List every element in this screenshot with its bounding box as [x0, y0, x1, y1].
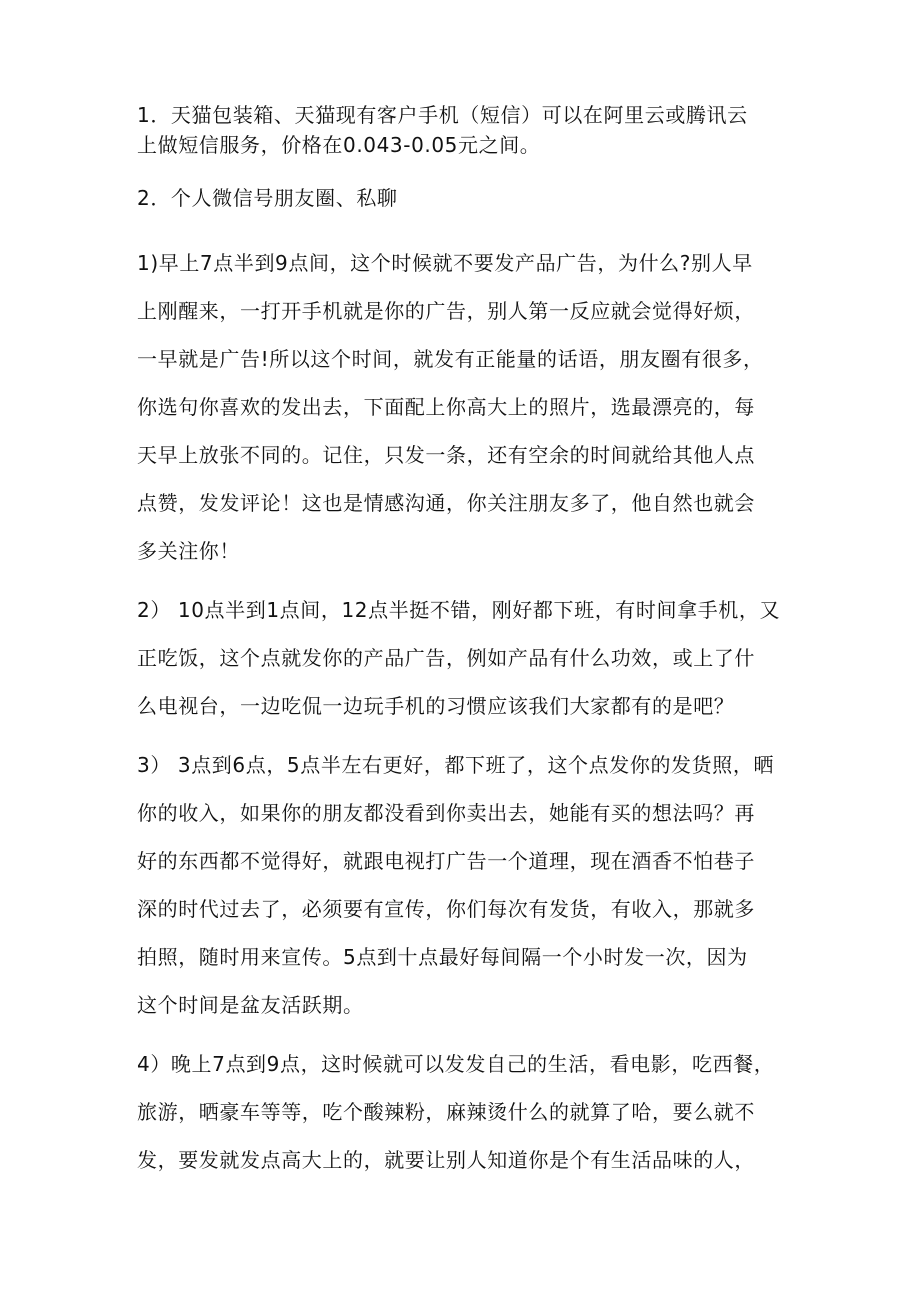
- text-line: 旅游，晒豪车等等，吃个酸辣粉，麻辣烫什么的就算了哈，要么就不: [137, 1100, 755, 1124]
- text-line: 2．个人微信号朋友圈、私聊: [137, 186, 398, 210]
- text-line: 发，要发就发点高大上的，就要让别人知道你是个有生活品味的人，: [137, 1148, 755, 1172]
- text-line: 正吃饭，这个点就发你的产品广告，例如产品有什么功效，或上了什: [137, 646, 755, 670]
- paragraph-wechat-heading: [137, 183, 797, 213]
- text-line: 么电视台，一边吃侃一边玩手机的习惯应该我们大家都有的是吧？: [137, 694, 735, 718]
- text-line: 2） 10点半到1点间，12点半挺不错，刚好都下班，有时间拿手机，又: [137, 598, 781, 622]
- paragraph-evening-posting: [137, 1040, 797, 1184]
- text-line: 多关注你！: [137, 539, 240, 563]
- text-line: 上做短信服务，价格在0.043-0.05元之间。: [137, 133, 541, 157]
- text-line: 点赞，发发评论！这也是情感沟通，你关注朋友多了，他自然也就会: [137, 491, 755, 515]
- text-line: 4）晚上7点到9点，这时候就可以发发自己的生活，看电影，吃西餐，: [137, 1052, 775, 1076]
- text-line: 1)早上7点半到9点间，这个时候就不要发产品广告，为什么?别人早: [137, 251, 753, 275]
- text-line: 深的时代过去了，必须要有宣传，你们每次有发货，有收入，那就多: [137, 897, 755, 921]
- text-line: 你选句你喜欢的发出去，下面配上你高大上的照片，选最漂亮的，每: [137, 395, 755, 419]
- text-line: 上刚醒来，一打开手机就是你的广告，别人第一反应就会觉得好烦，: [137, 299, 755, 323]
- text-line: 拍照，随时用来宣传。5点到十点最好每间隔一个小时发一次，因为: [137, 945, 748, 969]
- text-line: 一早就是广告!所以这个时间，就发有正能量的话语，朋友圈有很多，: [137, 347, 764, 371]
- text-line: 你的收入，如果你的朋友都没看到你卖出去，她能有买的想法吗？再: [137, 801, 755, 825]
- text-line: 这个时间是盆友活跃期。: [137, 993, 364, 1017]
- paragraph-morning-posting: [137, 239, 797, 575]
- text-line: 天早上放张不同的。记住，只发一条，还有空余的时间就给其他人点: [137, 443, 755, 467]
- text-line: 好的东西都不觉得好，就跟电视打广告一个道理，现在酒香不怕巷子: [137, 849, 755, 873]
- text-line: 3） 3点到6点，5点半左右更好，都下班了，这个点发你的发货照，晒: [137, 753, 775, 777]
- paragraph-noon-posting: [137, 586, 797, 730]
- paragraph-tmall-sms: [137, 100, 797, 160]
- text-line: 1．天猫包装箱、天猫现有客户手机（短信）可以在阿里云或腾讯云: [137, 103, 748, 127]
- paragraph-afternoon-posting: [137, 741, 797, 1029]
